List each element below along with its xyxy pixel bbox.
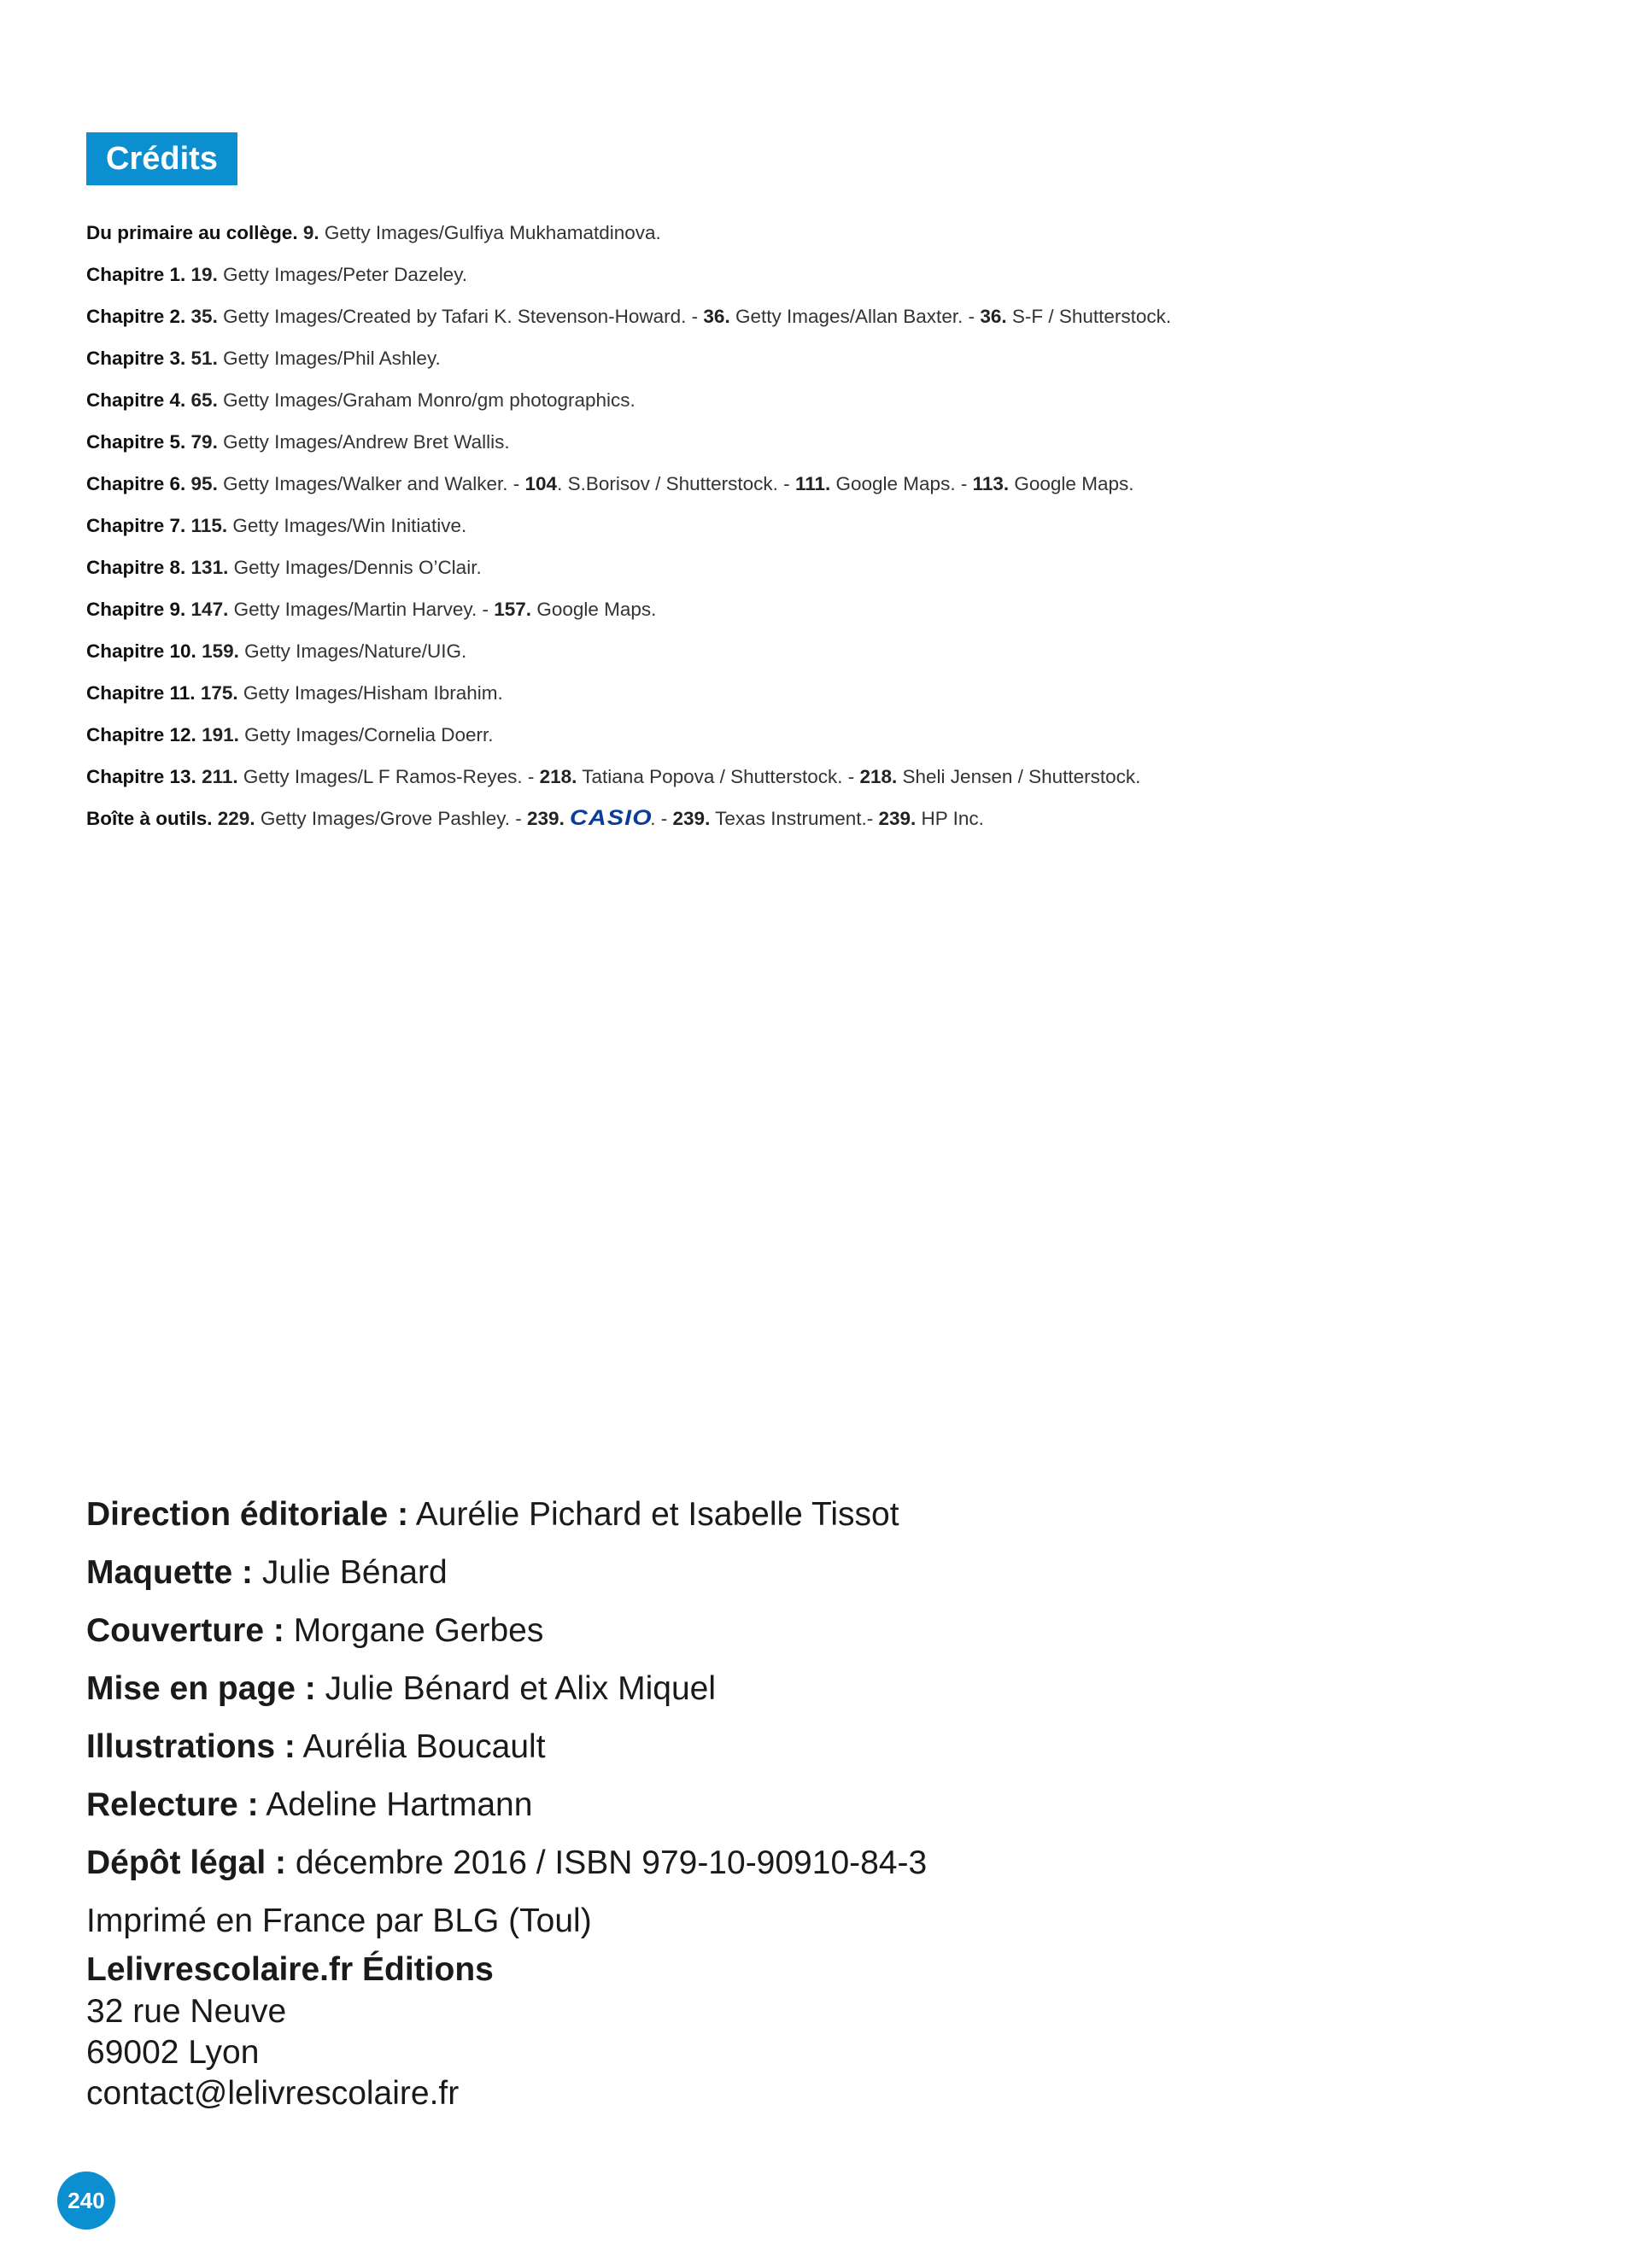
credit-section: Chapitre 6. [86,473,186,494]
credit-line [86,295,1538,337]
credit-page-number: 218. [539,766,577,787]
credit-page-number: 147. [190,599,229,620]
credit-page-number: 51. [190,348,218,369]
credit-source: Getty Images/Walker and Walker. - [217,473,525,494]
credit-section: Chapitre 10. [86,640,196,662]
publisher-city: 69002 Lyon [86,2034,260,2071]
colophon-label: Mise en page : [86,1670,316,1707]
credit-line [86,505,1538,547]
credit-page-number: 239. [527,808,565,829]
colophon-value: Morgane Gerbes [284,1612,544,1649]
credit-section: Chapitre 4. [86,389,186,411]
colophon-value: décembre 2016 / ISBN 979-10-90910-84-3 [286,1844,928,1881]
credit-line [86,588,1538,630]
colophon-line [86,1892,927,1950]
credit-source: Getty Images/Win Initiative. [227,515,467,536]
credit-source: Texas Instrument.- [710,808,879,829]
credit-line [86,756,1538,798]
credit-source: Getty Images/Hisham Ibrahim. [237,682,503,704]
credit-source: Getty Images/Andrew Bret Wallis. [217,431,510,453]
credit-source: Getty Images/Created by Tafari K. Stevenson-Howard. - [217,306,704,327]
colophon-value: Julie Bénard [253,1554,448,1591]
colophon [86,1486,927,1950]
credit-line [86,212,1538,254]
credit-section: Chapitre 7. [86,515,186,536]
credit-source: Getty Images/Allan Baxter. - [729,306,981,327]
credit-line [86,254,1538,295]
colophon-value: Julie Bénard et Alix Miquel [315,1670,716,1707]
credit-page-number: 239. [672,808,711,829]
credit-page-number: 175. [200,682,238,704]
credit-page-number: 35. [190,306,218,327]
credit-source: . S.Borisov / Shutterstock. - [557,473,795,494]
credit-section: Chapitre 9. [86,599,186,620]
credit-source: Getty Images/Dennis O’Clair. [228,557,482,578]
credit-page-number: 211. [202,766,238,787]
colophon-value: Aurélie Pichard et Isabelle Tissot [408,1496,899,1533]
credit-section: Chapitre 5. [86,431,186,453]
credit-page-number: 79. [190,431,218,453]
credit-source: HP Inc. [916,808,984,829]
credit-page-number: 115. [190,515,228,536]
credit-section: Chapitre 8. [86,557,186,578]
credit-source: Getty Images/Cornelia Doerr. [238,724,494,745]
colophon-line [86,1486,927,1544]
casio-logo: CASIO [570,806,653,830]
credits-list [86,212,1538,839]
credit-source: Getty Images/Grove Pashley. - [255,808,528,829]
credit-line [86,714,1538,756]
credit-section: Chapitre 3. [86,348,186,369]
colophon-line [86,1660,927,1718]
credit-line [86,672,1538,714]
credit-source: Google Maps. [1009,473,1134,494]
colophon-label: Couverture : [86,1612,284,1649]
credit-page-number: 113. [972,473,1010,494]
credit-page-number: 159. [202,640,239,662]
credit-section: Du primaire au collège. [86,222,298,243]
publisher-street: 32 rue Neuve [86,1993,287,2030]
colophon-line [86,1776,927,1834]
colophon-line [86,1834,927,1892]
credit-page-number: 9. [302,222,319,243]
credit-source: Getty Images/Martin Harvey. - [228,599,495,620]
credit-line [86,547,1538,588]
credit-line [86,379,1538,421]
credit-page-number: 157. [494,599,532,620]
credit-section: Chapitre 2. [86,306,186,327]
colophon-label: Direction éditoriale : [86,1496,409,1533]
publisher-name: Lelivrescolaire.fr Éditions [86,1951,494,1988]
credit-page-number: 239. [878,808,917,829]
credit-page-number: 95. [190,473,218,494]
colophon-label: Dépôt légal : [86,1844,287,1881]
credit-page-number: 104 [524,473,558,494]
credits-title: Crédits [86,132,237,185]
credit-section: Chapitre 13. [86,766,196,787]
colophon-label: Illustrations : [86,1728,296,1765]
credit-section: Chapitre 12. [86,724,196,745]
credit-source: S-F / Shutterstock. [1006,306,1172,327]
credit-section: Chapitre 11. [86,682,196,704]
credit-line [86,630,1538,672]
credit-source: Getty Images/Nature/UIG. [238,640,467,662]
credit-page-number: 36. [703,306,730,327]
colophon-value: Aurélia Boucault [295,1728,546,1765]
credit-page-number: 229. [217,808,255,829]
colophon-value: Adeline Hartmann [258,1786,533,1823]
credit-page-number: 36. [980,306,1007,327]
colophon-line [86,1544,927,1602]
credit-page-number: 218. [859,766,898,787]
credit-section: Chapitre 1. [86,264,186,285]
colophon-value: Imprimé en France par BLG (Toul) [86,1903,592,1939]
credit-line [86,463,1538,505]
credit-source: . - [650,808,673,829]
publisher-email[interactable]: contact@lelivrescolaire.fr [86,2075,460,2112]
credit-line [86,798,1538,839]
page-number: 240 [57,2172,115,2230]
credit-source: Google Maps. [531,599,657,620]
credit-page-number: 19. [190,264,218,285]
credit-source: Sheli Jensen / Shutterstock. [897,766,1141,787]
credit-section: Boîte à outils. [86,808,213,829]
credit-source: Google Maps. - [830,473,973,494]
colophon-line [86,1718,927,1776]
credit-page-number: 191. [202,724,239,745]
credit-page-number: 131. [190,557,229,578]
credit-source: Getty Images/L F Ramos-Reyes. - [237,766,540,787]
credit-source: Getty Images/Gulfiya Mukhamatdinova. [319,222,661,243]
credit-page-number: 65. [190,389,218,411]
publisher-block [86,1949,494,2114]
credit-source: Getty Images/Graham Monro/gm photographics. [217,389,636,411]
credit-line [86,337,1538,379]
credit-source: Tatiana Popova / Shutterstock. - [577,766,860,787]
credit-page-number: 111. [794,473,831,494]
colophon-label: Relecture : [86,1786,259,1823]
credit-source: Getty Images/Phil Ashley. [217,348,441,369]
colophon-label: Maquette : [86,1554,253,1591]
credit-source: Getty Images/Peter Dazeley. [217,264,468,285]
credit-line [86,421,1538,463]
colophon-line [86,1602,927,1660]
